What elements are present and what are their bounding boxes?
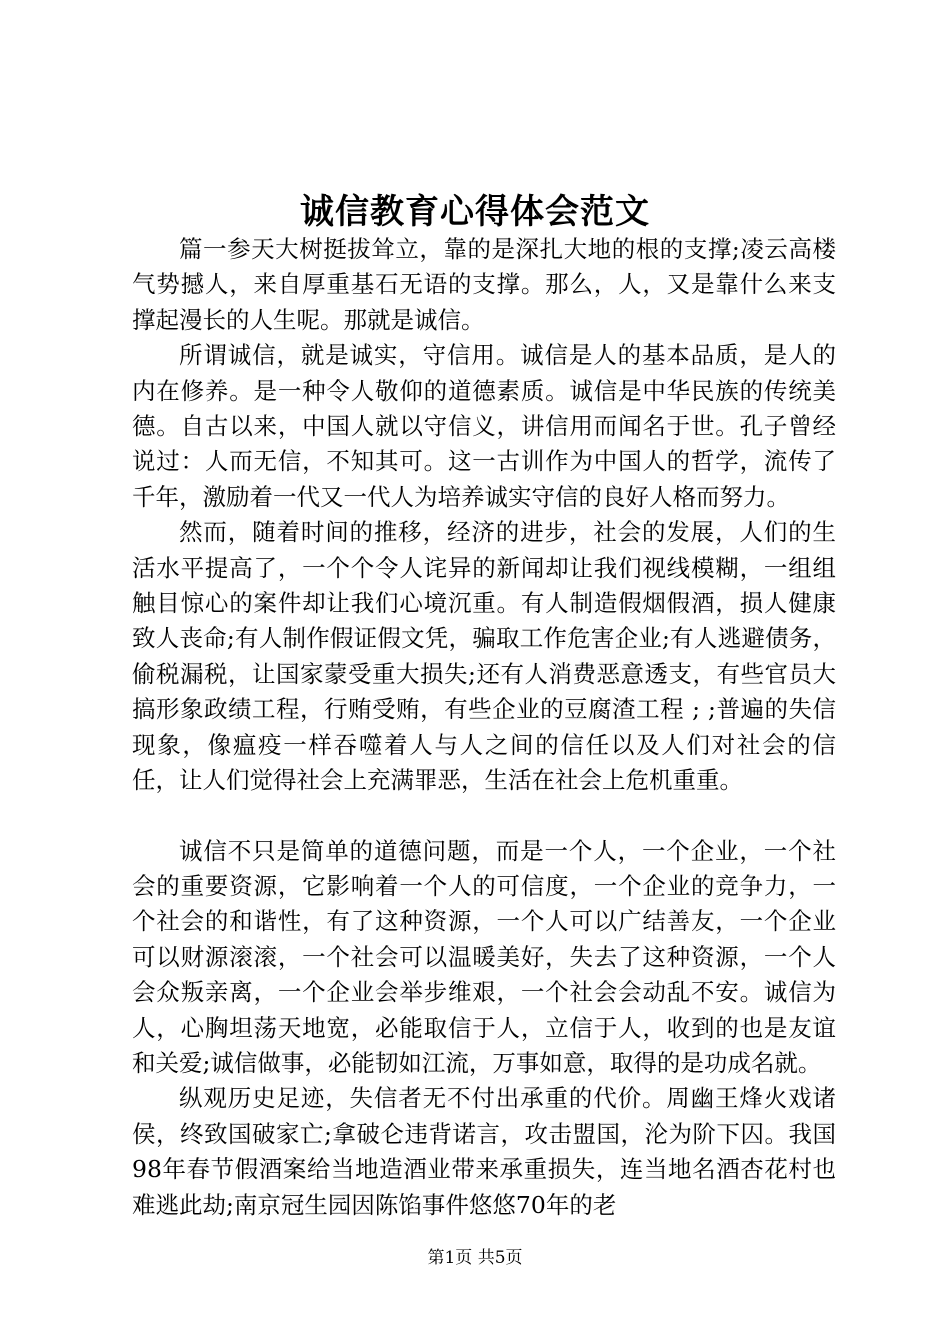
page-number-footer: 第1页 共5页: [427, 1248, 523, 1268]
paragraph: 纵观历史足迹，失信者无不付出承重的代价。周幽王烽火戏诸侯，终致国破家亡;拿破仑违背诺言，攻击盟国，沦为阶下囚。我国98年春节假酒案给当地造酒业带来承重损失，连当地名酒杏花村也难逃此劫;南京冠生园因陈馅事件悠悠70年的老: [132, 1084, 836, 1219]
paragraph: 篇一参天大树挺拔耸立，靠的是深扎大地的根的支撑;凌云高楼气势撼人，来自厚重基石无语的支撑。那么，人，又是靠什么来支撑起漫长的人生呢。那就是诚信。: [132, 235, 836, 334]
document-body: [132, 232, 836, 1223]
paragraph: 诚信不只是简单的道德问题，而是一个人，一个企业，一个社会的重要资源，它影响着一个人的可信度，一个企业的竞争力，一个社会的和谐性，有了这种资源，一个人可以广结善友，一个企业可以财源滚滚，一个社会可以温暖美好，失去了这种资源，一个人会众叛亲离，一个企业会举步维艰，一个社会会动乱不安。诚信为人，心胸坦荡天地宽，必能取信于人，立信于人，收到的也是友谊和关爱;诚信做事，必能韧如江流，万事如意，取得的是功成名就。: [132, 836, 836, 1077]
paragraph: 然而，随着时间的推移，经济的进步，社会的发展，人们的生活水平提高了，一个个令人诧异的新闻却让我们视线模糊，一组组触目惊心的案件却让我们心境沉重。有人制造假烟假酒，损人健康致人丧命;有人制作假证假文凭，骗取工作危害企业;有人逃避债务，偷税漏税，让国家蒙受重大损失;还有人消费恶意透支，有些官员大搞形象政绩工程，行贿受贿，有些企业的豆腐渣工程 ; ;普遍的失信现象，像瘟疫一样吞噬着人与人之间的信任以及人们对社会的信任，让人们觉得社会上充满罪恶，生活在社会上危机重重。: [132, 518, 836, 795]
document-title: 诚信教育心得体会范文: [300, 192, 650, 232]
paragraph: 所谓诚信，就是诚实，守信用。诚信是人的基本品质，是人的内在修养。是一种令人敬仰的道德素质。诚信是中华民族的传统美德。自古以来，中国人就以守信义，讲信用而闻名于世。孔子曾经说过：人而无信，不知其可。这一古训作为中国人的哲学，流传了千年，激励着一代又一代人为培养诚实守信的良好人格而努力。: [132, 341, 836, 511]
